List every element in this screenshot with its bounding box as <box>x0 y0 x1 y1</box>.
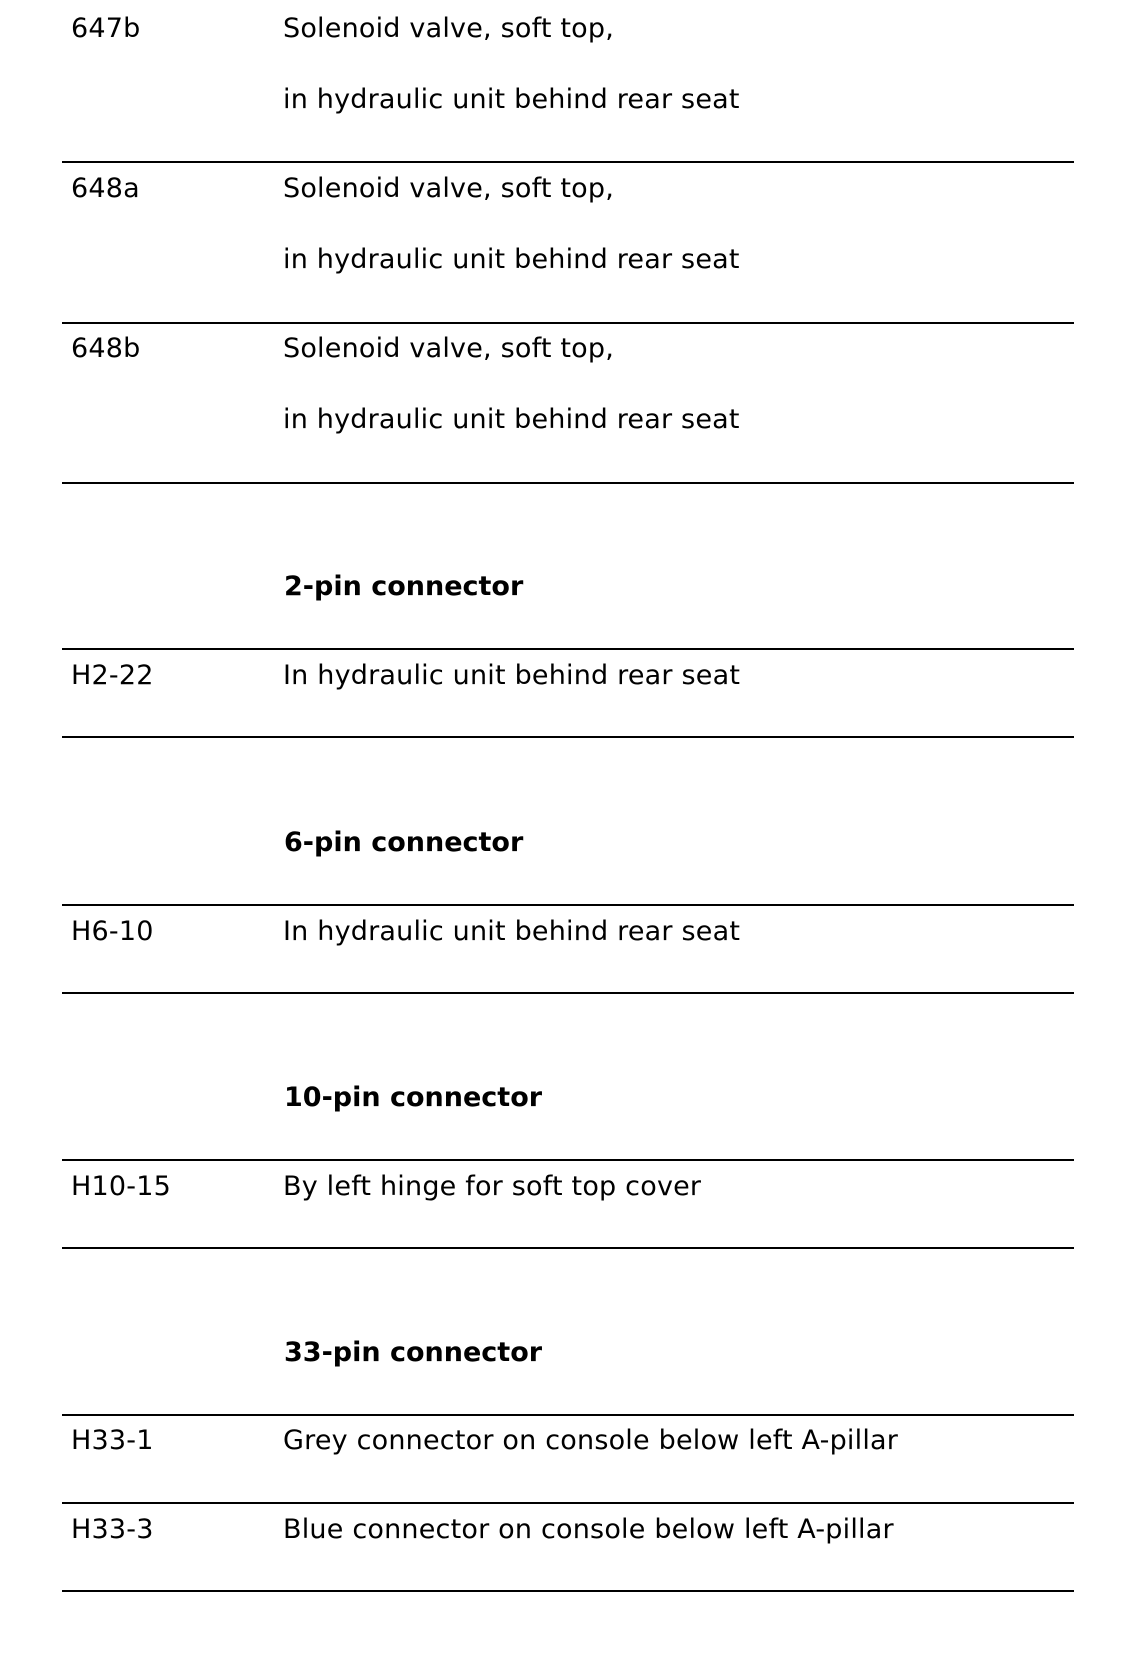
section-heading: 2-pin connector <box>284 571 524 602</box>
connector-code: H33-3 <box>71 1514 154 1545</box>
component-code: 648b <box>71 333 141 364</box>
divider <box>62 1414 1074 1416</box>
connector-location: By left hinge for soft top cover <box>283 1171 702 1202</box>
divider <box>62 904 1074 906</box>
connector-code: H6-10 <box>71 916 154 947</box>
divider <box>62 161 1074 163</box>
connector-location: In hydraulic unit behind rear seat <box>283 916 741 947</box>
connector-location: In hydraulic unit behind rear seat <box>283 660 741 691</box>
connector-location: Grey connector on console below left A-pillar <box>283 1425 899 1456</box>
divider <box>62 1159 1074 1161</box>
component-description: Solenoid valve, soft top, <box>283 173 615 204</box>
section-heading: 6-pin connector <box>284 827 524 858</box>
divider <box>62 648 1074 650</box>
component-code: 647b <box>71 13 141 44</box>
connector-code: H2-22 <box>71 660 154 691</box>
connector-code: H10-15 <box>71 1171 171 1202</box>
component-description: Solenoid valve, soft top, <box>283 333 615 364</box>
connector-location: Blue connector on console below left A-pillar <box>283 1514 894 1545</box>
component-description: Solenoid valve, soft top, <box>283 13 615 44</box>
divider <box>62 1590 1074 1592</box>
section-heading: 10-pin connector <box>284 1082 543 1113</box>
section-heading: 33-pin connector <box>284 1337 543 1368</box>
divider <box>62 1247 1074 1249</box>
component-location: in hydraulic unit behind rear seat <box>283 404 740 435</box>
component-location: in hydraulic unit behind rear seat <box>283 244 740 275</box>
component-code: 648a <box>71 173 140 204</box>
divider <box>62 482 1074 484</box>
divider <box>62 736 1074 738</box>
component-location: in hydraulic unit behind rear seat <box>283 84 740 115</box>
divider <box>62 992 1074 994</box>
connector-code: H33-1 <box>71 1425 154 1456</box>
divider <box>62 322 1074 324</box>
divider <box>62 1502 1074 1504</box>
